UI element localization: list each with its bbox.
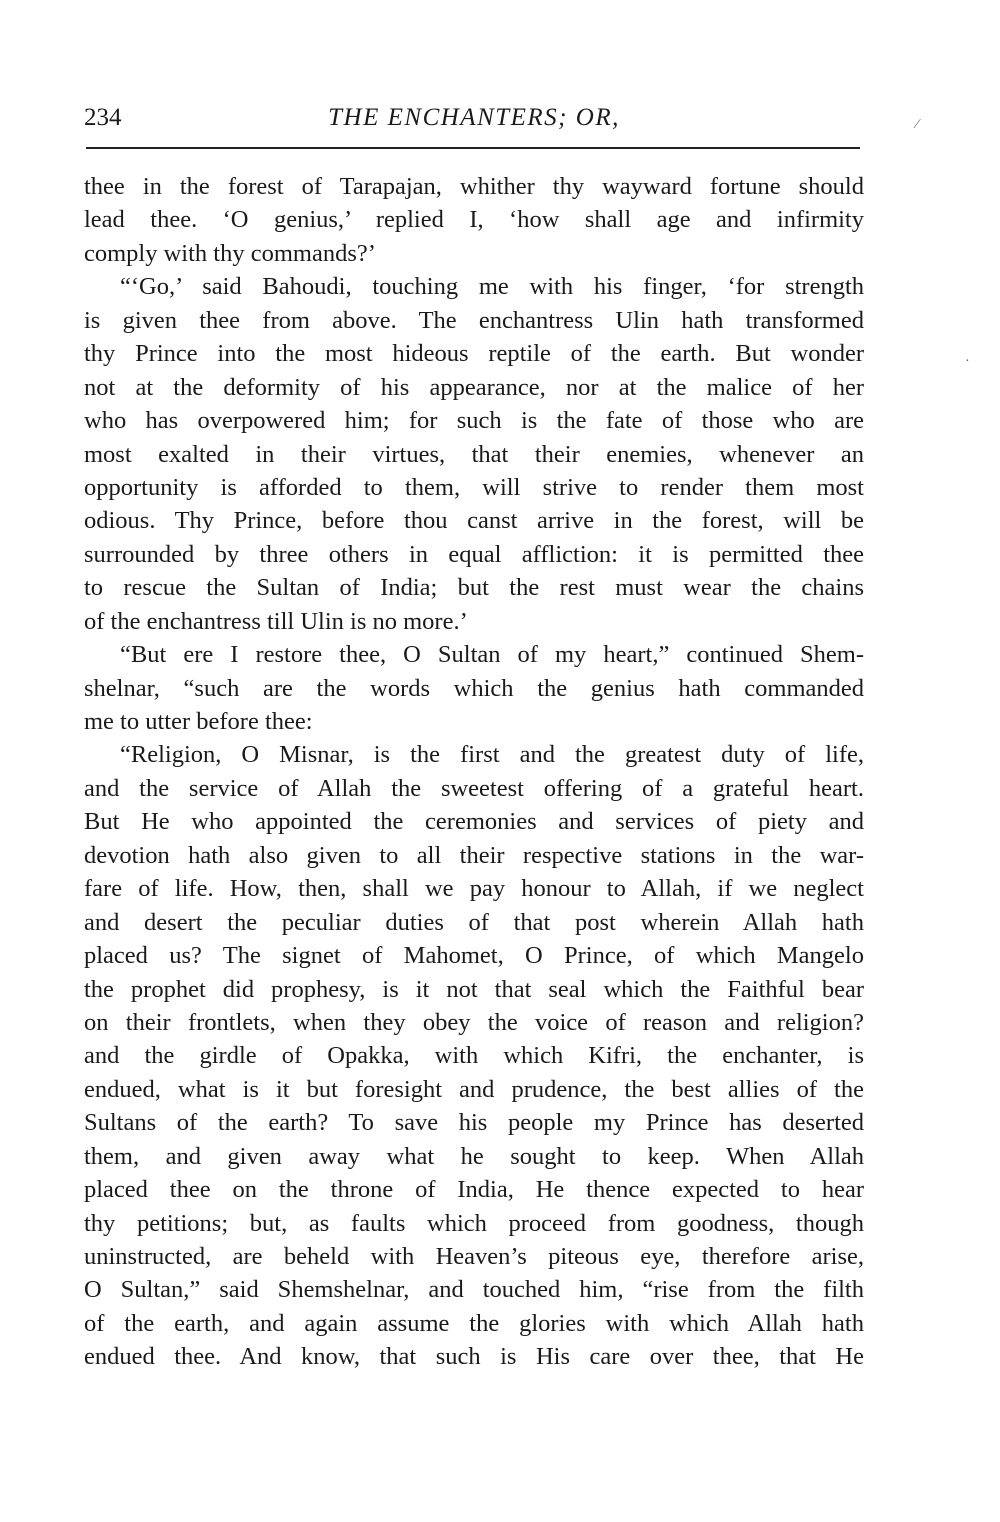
text-line: placed thee on the throne of India, He thence expected to hear	[84, 1176, 864, 1204]
text-line: on their frontlets, when they obey the voice of reason and religion?	[84, 1008, 864, 1036]
text-line: endued, what is it but foresight and prudence, the best allies of the	[84, 1075, 864, 1103]
text-line: shelnar, “such are the words which the genius hath commanded	[84, 674, 864, 702]
text-line: thy Prince into the most hideous reptile of the earth. But wonder	[84, 340, 864, 368]
text-line: thy petitions; but, as faults which proceed from goodness, though	[84, 1209, 864, 1237]
text-line: uninstructed, are beheld with Heaven’s piteous eye, therefore arise,	[84, 1243, 864, 1270]
text-line: is given thee from above. The enchantress Ulin hath transformed	[84, 306, 864, 334]
text-line: O Sultan,” said Shemshelnar, and touched him, “rise from the filth	[84, 1276, 864, 1304]
text-line: the prophet did prophesy, is it not that seal which the Faithful bear	[84, 975, 864, 1003]
text-line: “‘Go,’ said Bahoudi, touching me with his finger, ‘for strength	[120, 273, 864, 301]
text-line: to rescue the Sultan of India; but the rest must wear the chains	[84, 574, 864, 602]
text-line: odious. Thy Prince, before thou canst arrive in the forest, will be	[84, 507, 864, 535]
text-line: lead thee. ‘O genius,’ replied I, ‘how shall age and infirmity	[84, 206, 864, 234]
text-line: not at the deformity of his appearance, nor at the malice of her	[84, 373, 864, 401]
running-title: THE ENCHANTERS; OR,	[328, 104, 620, 131]
text-line: and the service of Allah the sweetest offering of a grateful heart.	[84, 774, 864, 802]
text-line: surrounded by three others in equal affliction: it is permitted thee	[84, 540, 864, 568]
text-line: fare of life. How, then, shall we pay honour to Allah, if we neglect	[84, 875, 864, 903]
text-line: endued thee. And know, that such is His care over thee, that He	[84, 1343, 864, 1371]
text-line: opportunity is afforded to them, will strive to render them most	[84, 473, 864, 501]
body-text	[84, 170, 864, 1374]
margin-mark: ⁄	[916, 117, 919, 132]
text-line: and desert the peculiar duties of that post wherein Allah hath	[84, 908, 864, 936]
text-line: “Religion, O Misnar, is the first and the greatest duty of life,	[120, 741, 864, 769]
page-number: 234	[84, 104, 122, 131]
margin-mark: ·	[965, 354, 970, 369]
text-line: comply with thy commands?’	[84, 239, 376, 267]
header-rule	[86, 147, 860, 149]
text-line: of the enchantress till Ulin is no more.’	[84, 607, 468, 635]
text-line: But He who appointed the ceremonies and services of piety and	[84, 808, 864, 836]
text-line: me to utter before thee:	[84, 708, 313, 735]
page-header	[84, 96, 864, 140]
text-line: most exalted in their virtues, that their enemies, whenever an	[84, 440, 864, 468]
text-line: thee in the forest of Tarapajan, whither thy wayward fortune should	[84, 173, 864, 200]
text-line: devotion hath also given to all their respective stations in the war-	[84, 841, 864, 869]
text-line: Sultans of the earth? To save his people my Prince has deserted	[84, 1109, 864, 1137]
text-line: and the girdle of Opakka, with which Kifri, the enchanter, is	[84, 1042, 864, 1070]
text-line: them, and given away what he sought to keep. When Allah	[84, 1142, 864, 1170]
text-line: who has overpowered him; for such is the fate of those who are	[84, 407, 864, 435]
text-line: placed us? The signet of Mahomet, O Prince, of which Mangelo	[84, 942, 864, 970]
text-line: of the earth, and again assume the glories with which Allah hath	[84, 1309, 864, 1337]
text-line: “But ere I restore thee, O Sultan of my heart,” continued Shem-	[120, 641, 864, 669]
